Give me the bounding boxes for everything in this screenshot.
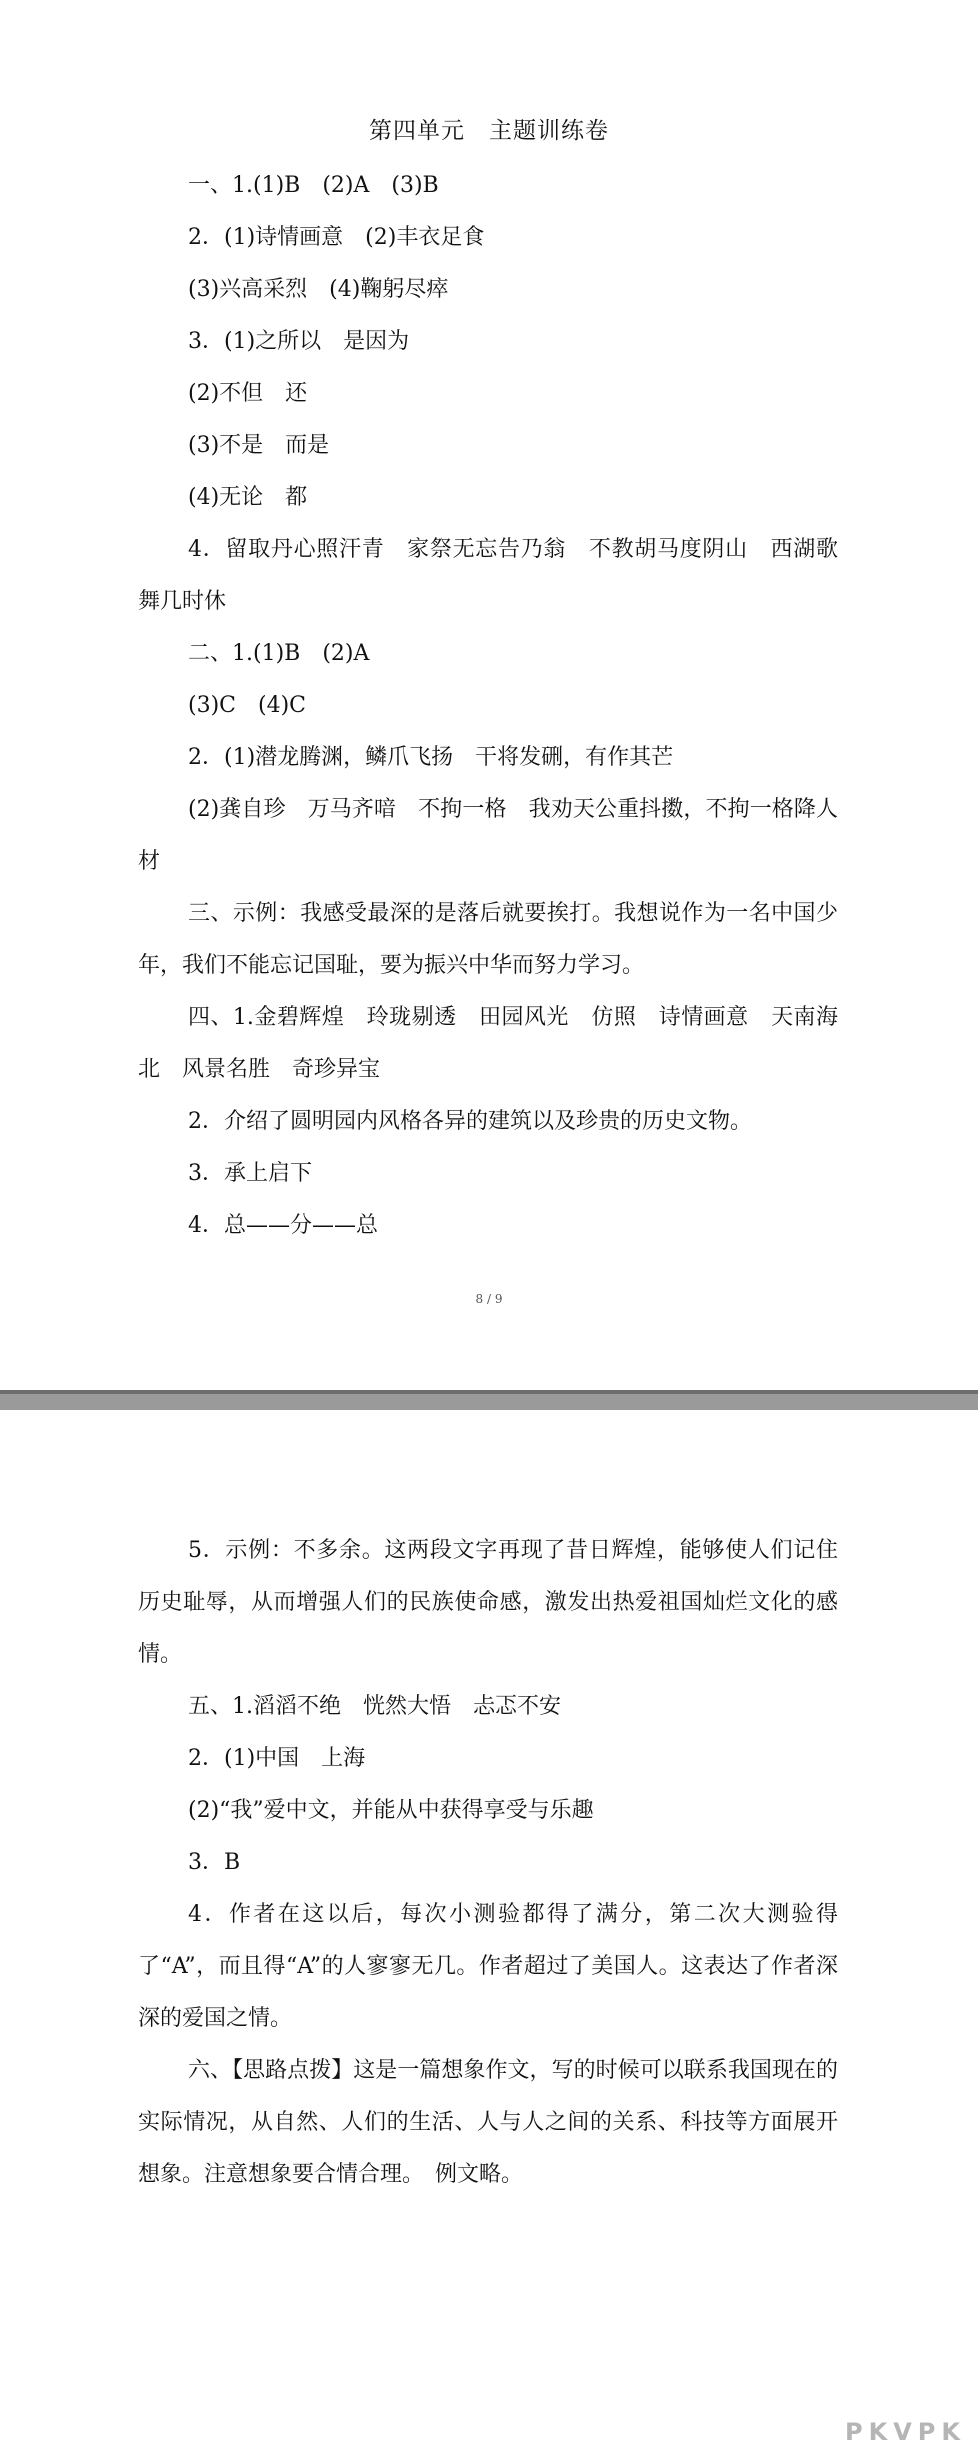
answer-line: 2．(1)诗情画意 (2)丰衣足食 — [188, 225, 485, 250]
answer-line: (4)无论 都 — [188, 485, 308, 510]
answer-paragraph: (2)龚自珍 万马齐喑 不拘一格 我劝天公重抖擞，不拘一格降人材 — [138, 797, 838, 874]
answer-paragraph: 三、示例：我感受最深的是落后就要挨打。我想说作为一名中国少年，我们不能忘记国耻，要为振兴中华而努力学习。 — [138, 901, 838, 978]
answer-line: 2．介绍了圆明园内风格各异的建筑以及珍贵的历史文物。 — [188, 1109, 752, 1134]
answer-paragraph: 六、【思路点拨】这是一篇想象作文，写的时候可以联系我国现在的实际情况，从自然、人们的生活、人与人之间的关系、科技等方面展开想象。注意想象要合情合理。 例文略。 — [138, 2058, 838, 2187]
answer-line: 3．承上启下 — [188, 1161, 312, 1186]
answer-line: 2．(1)潜龙腾渊，鳞爪飞扬 干将发硎，有作其芒 — [188, 745, 674, 770]
answer-line: (2)不但 还 — [188, 381, 308, 406]
answer-paragraph: 5．示例：不多余。这两段文字再现了昔日辉煌，能够使人们记住历史耻辱，从而增强人们的民族使命感，激发出热爱祖国灿烂文化的感情。 — [138, 1538, 838, 1667]
watermark: PKVPK — [845, 2418, 966, 2446]
answer-line: 二、1.(1)B (2)A — [188, 641, 370, 666]
answer-list-page-2 — [138, 1525, 838, 2201]
answer-paragraph: 4．留取丹心照汗青 家祭无忘告乃翁 不教胡马度阴山 西湖歌舞几时休 — [138, 537, 838, 614]
answer-paragraph: 四、1.金碧辉煌 玲珑剔透 田园风光 仿照 诗情画意 天南海北 风景名胜 奇珍异宝 — [138, 1005, 838, 1082]
answer-line: 五、1.滔滔不绝 恍然大悟 忐忑不安 — [188, 1694, 561, 1719]
answer-list-page-1 — [138, 160, 838, 1252]
answer-line: 3．B — [188, 1850, 241, 1875]
answer-paragraph: 4．作者在这以后，每次小测验都得了满分，第二次大测验得了“A”，而且得“A”的人寥寥无几。作者超过了美国人。这表达了作者深深的爱国之情。 — [138, 1902, 838, 2031]
answer-line: 4．总——分——总 — [188, 1213, 378, 1238]
answer-line: 3．(1)之所以 是因为 — [188, 329, 410, 354]
page-separator — [0, 1390, 978, 1410]
answer-line: 2．(1)中国 上海 — [188, 1746, 366, 1771]
answer-line: 一、1.(1)B (2)A (3)B — [188, 173, 439, 198]
answer-line: (2)“我”爱中文，并能从中获得享受与乐趣 — [188, 1798, 594, 1823]
answer-line: (3)兴高采烈 (4)鞠躬尽瘁 — [188, 277, 449, 302]
page-title: 第四单元 主题训练卷 — [369, 118, 609, 144]
page-number: 8 / 9 — [475, 1292, 503, 1306]
answer-line: (3)C (4)C — [188, 693, 306, 718]
answer-line: (3)不是 而是 — [188, 433, 330, 458]
